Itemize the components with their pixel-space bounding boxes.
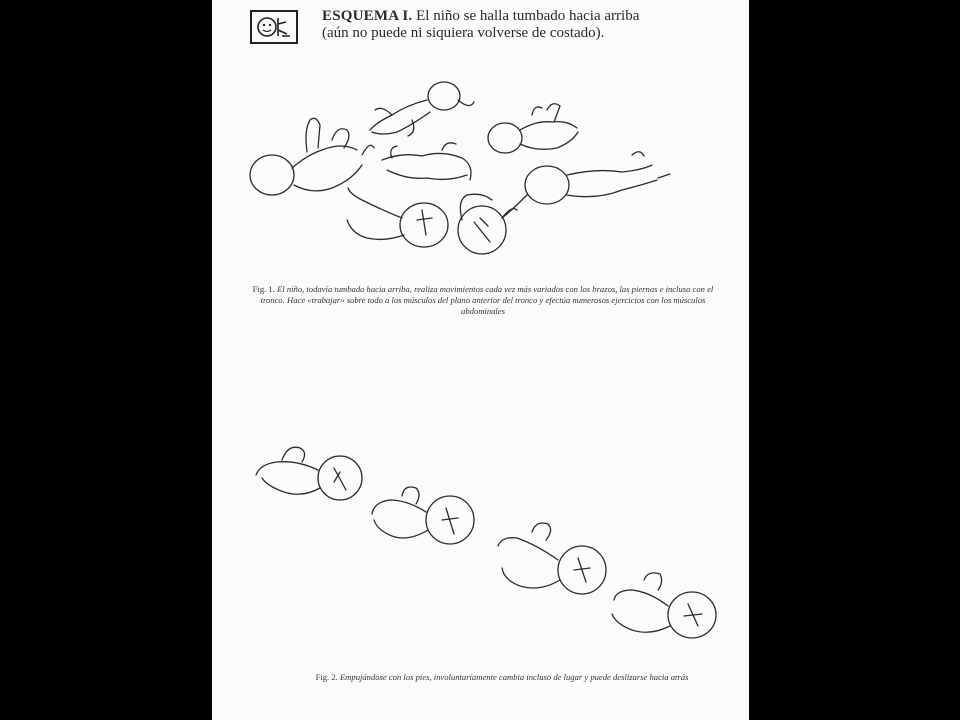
scheme-heading [322, 8, 722, 42]
figure-1-label: Fig. 1. [252, 284, 275, 294]
figure-2-caption [302, 672, 702, 683]
scheme-subtitle: (aún no puede ni siquiera volverse de costado). [322, 25, 605, 41]
figure-2-illustration [212, 420, 749, 650]
baby-emblem-icon [250, 10, 298, 44]
scheme-title-strong: ESQUEMA I. [322, 8, 413, 24]
baby-drawing-icon [370, 82, 474, 136]
figure-2-text: Empujándose con los pies, involuntariamente cambia incluso de lugar y puede deslizarse hacia atrás [339, 672, 689, 682]
book-page [212, 0, 749, 720]
baby-drawing-icon [458, 194, 517, 254]
baby-drawing-icon [372, 487, 474, 544]
figure-2-label: Fig. 2. [315, 672, 338, 682]
figure-1-text: El niño, todavía tumbado hacia arriba, realiza movimientos cada vez más variados con los brazos, las piernas e incluso con el tronco. Hace «trabajar» sobre todo a los músculos del plano anterior del tronco y efectúa numerosos ejercicios con los músculos abdominales [260, 284, 714, 316]
figure-1-caption [248, 284, 718, 317]
baby-drawing-icon [488, 104, 578, 153]
figure-1-illustration [212, 70, 749, 270]
baby-drawing-icon [347, 188, 448, 247]
baby-drawing-icon [502, 152, 670, 218]
baby-drawing-icon [612, 573, 716, 638]
baby-drawing-icon [498, 523, 606, 594]
scheme-title-rest: El niño se halla tumbado hacia arriba [412, 8, 640, 24]
baby-drawing-icon [382, 143, 471, 180]
baby-drawing-icon [256, 447, 362, 500]
baby-drawing-icon [250, 118, 374, 195]
